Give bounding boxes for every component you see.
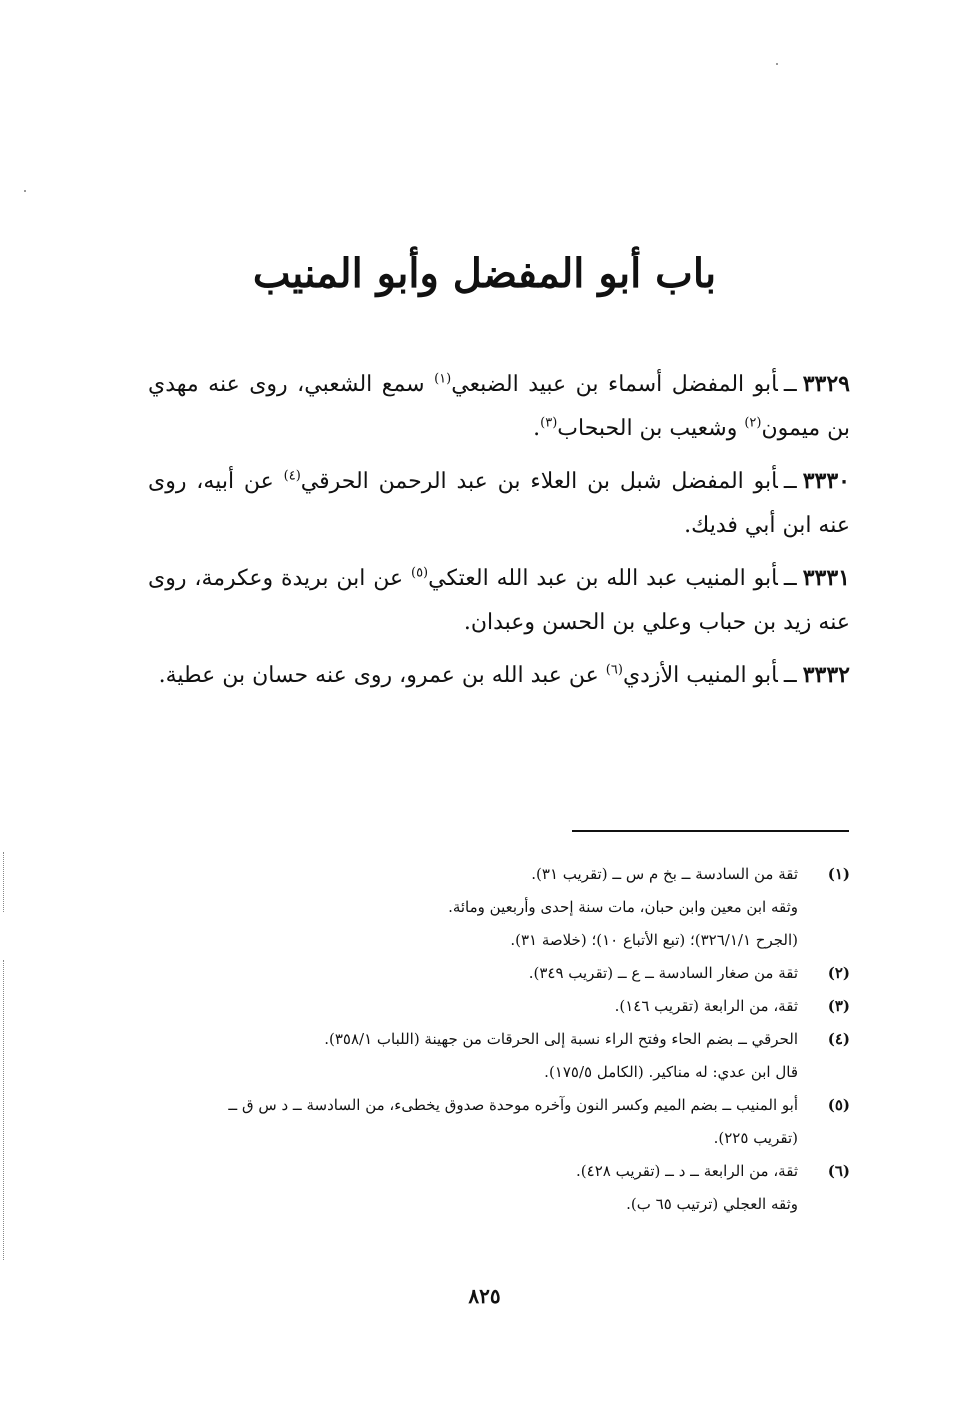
footnote-body xyxy=(140,957,798,990)
entry-text: أبو المفضل أسماء بن عبيد الضبعي xyxy=(451,372,778,397)
footnote-number: (١) xyxy=(827,865,850,883)
entries-list xyxy=(148,362,850,706)
footnote-body xyxy=(140,858,798,957)
entry-number: ٣٣٣١ xyxy=(802,565,850,591)
footnote-ref[interactable]: (٣) xyxy=(540,415,558,431)
footnote-number: (٢) xyxy=(827,964,850,982)
footnote-number: (٣) xyxy=(827,997,850,1015)
footnote-line: ثقة من صغار السادسة ــ ع ــ (تقريب ٣٤٩). xyxy=(528,964,798,982)
entry-3330 xyxy=(148,459,850,548)
entry-text: سمع الشعبي، روى عنه مهدي بن ميمون xyxy=(148,372,850,441)
entry-text: أبو المفضل شبل بن العلاء بن عبد الرحمن الحرقي xyxy=(300,469,778,494)
footnote-line: قال ابن عدي: له مناكير. (الكامل ١٧٥/٥). xyxy=(544,1063,798,1081)
entry-text: وشعيب بن الحبحاب xyxy=(557,416,745,441)
footnote-body xyxy=(140,1023,798,1089)
footnote-line: (تقريب ٢٢٥). xyxy=(713,1129,798,1147)
scan-speck xyxy=(776,63,778,65)
footnote-body xyxy=(140,990,798,1023)
entry-number: ٣٣٣٢ xyxy=(802,662,850,688)
margin-line xyxy=(3,960,4,1260)
entry-number: ٣٣٢٩ xyxy=(802,371,850,397)
footnotes xyxy=(140,858,850,1221)
footnote-number: (٥) xyxy=(827,1096,850,1114)
margin-line xyxy=(3,852,4,912)
footnote-line: ثقة، من الرابعة (تقريب ١٤٦). xyxy=(614,997,798,1015)
footnote-ref[interactable]: (١) xyxy=(434,371,452,387)
footnote-body xyxy=(140,1089,798,1155)
footnote-2 xyxy=(140,957,850,990)
footnote-6 xyxy=(140,1155,850,1221)
entry-text: أبو المنيب عبد الله بن عبد الله العتكي xyxy=(428,566,778,591)
footnote-line: الحرقي ــ بضم الحاء وفتح الراء نسبة إلى الحرقات من جهينة (اللباب ٣٥٨/١). xyxy=(324,1030,798,1048)
entry-3332 xyxy=(148,653,850,698)
footnote-number: (٤) xyxy=(827,1030,850,1048)
footnote-1 xyxy=(140,858,850,957)
footnote-3 xyxy=(140,990,850,1023)
footnote-divider xyxy=(572,830,849,832)
entry-dash: ــ xyxy=(783,566,797,591)
scan-speck xyxy=(24,190,26,192)
entry-number: ٣٣٣٠ xyxy=(802,468,850,494)
entry-text: عن أبيه، روى عنه ابن أبي فديك. xyxy=(148,469,850,538)
entry-3331 xyxy=(148,556,850,645)
footnote-line: ثقة، من الرابعة ــ د ــ (تقريب ٤٢٨). xyxy=(576,1162,798,1180)
footnote-line: وثقه ابن معين وابن حبان، مات سنة إحدى وأربعين ومائة. xyxy=(448,898,798,916)
entry-text: عن ابن بريدة وعكرمة، روى عنه زيد بن حباب وعلي بن الحسن وعبدان. xyxy=(148,566,850,635)
entry-text: أبو المنيب الأزدي xyxy=(622,663,778,688)
entry-dash: ــ xyxy=(783,663,797,688)
footnote-ref[interactable]: (٦) xyxy=(605,662,623,678)
footnote-line: ثقة من السادسة ــ بخ م س ــ (تقريب ٣١). xyxy=(531,865,798,883)
section-title: باب أبو المفضل وأبو المنيب xyxy=(252,250,717,297)
footnote-5 xyxy=(140,1089,850,1155)
page-number: ٨٢٥ xyxy=(468,1284,501,1308)
footnote-ref[interactable]: (٤) xyxy=(283,468,301,484)
entry-text: عن عبد الله بن عمرو، روى عنه حسان بن عطية. xyxy=(158,663,606,688)
entry-dash: ــ xyxy=(783,372,797,397)
footnote-4 xyxy=(140,1023,850,1089)
footnote-line: أبو المنيب ــ بضم الميم وكسر النون وآخره موحدة صدوق يخطىء، من السادسة ــ د س ق ــ xyxy=(228,1096,798,1114)
footnote-body xyxy=(140,1155,798,1221)
footnote-line: (الجرح ٣٢٦/١/١)؛ (تبع الأتباع ١٠)؛ (خلاصة ٣١). xyxy=(510,931,798,949)
footnote-ref[interactable]: (٢) xyxy=(744,415,762,431)
entry-3329 xyxy=(148,362,850,451)
entry-dash: ــ xyxy=(783,469,797,494)
footnote-line: وثقه العجلي (ترتيب ٦٥ ب). xyxy=(626,1195,798,1213)
entry-text: . xyxy=(533,416,541,441)
footnote-ref[interactable]: (٥) xyxy=(410,565,429,581)
footnote-number: (٦) xyxy=(827,1162,850,1180)
